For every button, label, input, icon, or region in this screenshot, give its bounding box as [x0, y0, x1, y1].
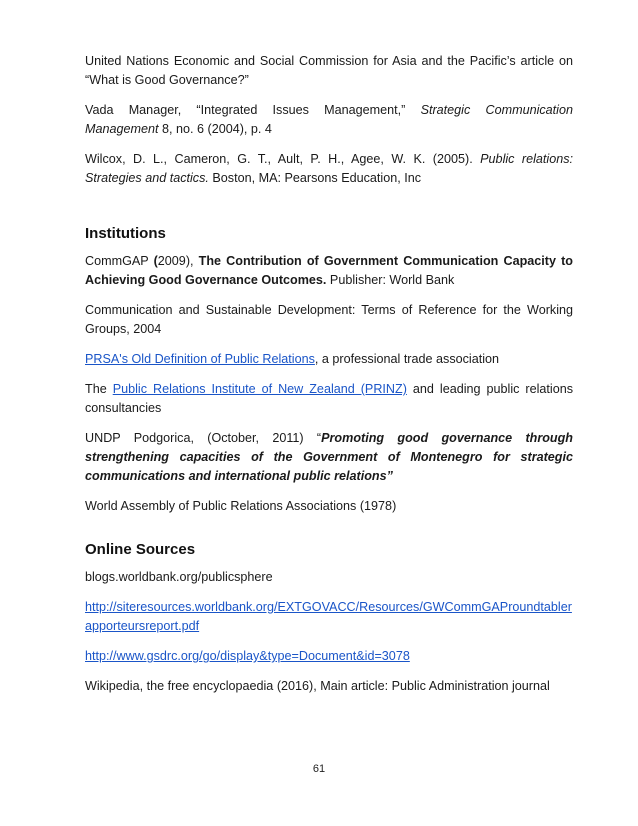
gsdrc-link[interactable]: http://www.gsdrc.org/go/display&type=Document&id=3078 [85, 649, 410, 663]
page-number: 61 [312, 763, 326, 775]
siteresources-link[interactable]: http://siteresources.worldbank.org/EXTGOVACC/Resources/GWCommGAProundtablerapporteursreport.pdf [85, 600, 572, 633]
online-source-siteresources [85, 598, 573, 636]
online-source-blogs: blogs.worldbank.org/publicsphere [85, 570, 273, 584]
institution-prinz: The Public Relations Institute of New Zealand (PRINZ) and leading public relations consultancies [85, 382, 574, 415]
institution-wapra: World Assembly of Public Relations Associations (1978) [85, 499, 397, 513]
institution-commgap: CommGAP (2009), The Contribution of Government Communication Capacity to Achieving Good Governance Outcomes. Publisher: World Bank [85, 254, 574, 287]
document-page [85, 52, 573, 707]
reference-unescap: United Nations Economic and Social Commission for Asia and the Pacific’s article on “What is Good Governance?” [85, 54, 573, 87]
institutions-heading: Institutions [85, 225, 166, 242]
prinz-link[interactable]: Public Relations Institute of New Zealand (PRINZ) [112, 382, 407, 396]
online-source-gsdrc [85, 647, 573, 666]
reference-vada-manager: Vada Manager, “Integrated Issues Management,” Strategic Communication Management 8, no. 6 (2004), p. 4 [85, 103, 573, 136]
institution-undp: UNDP Podgorica, (October, 2011) “Promoting good governance through strengthening capacities of the Government of Montenegro for strategic communications and international public relations” [85, 431, 573, 483]
institution-communication-sd: Communication and Sustainable Development: Terms of Reference for the Working Groups, 2004 [85, 303, 573, 336]
online-sources-heading: Online Sources [85, 541, 196, 558]
online-source-wikipedia: Wikipedia, the free encyclopaedia (2016), Main article: Public Administration journal [85, 679, 550, 693]
reference-wilcox: Wilcox, D. L., Cameron, G. T., Ault, P. H., Agee, W. K. (2005). Public relations: Strategies and tactics. Boston, MA: Pearsons Education, Inc [85, 152, 573, 185]
prsa-definition-link[interactable]: PRSA's Old Definition of Public Relations [85, 352, 315, 366]
institution-prsa: PRSA's Old Definition of Public Relations, a professional trade association [85, 352, 500, 366]
